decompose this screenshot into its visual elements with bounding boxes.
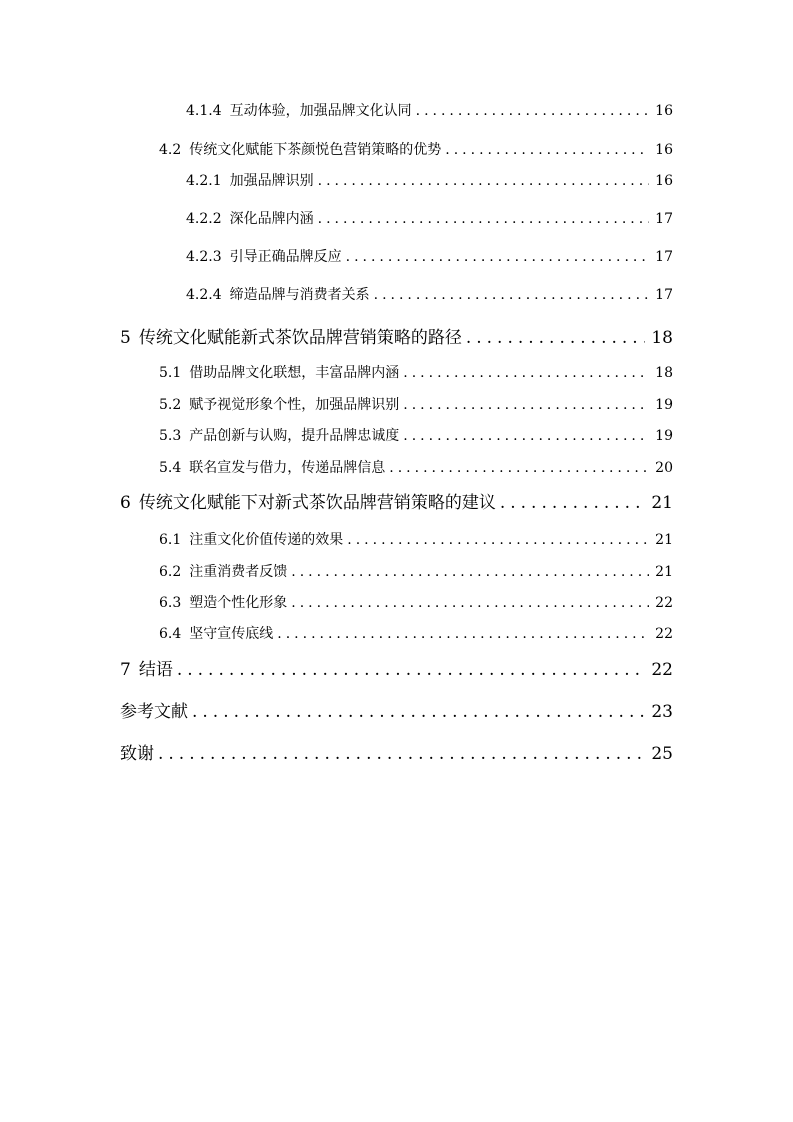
toc-entry-title: 互动体验，加强品牌文化认同 — [229, 103, 412, 119]
toc-entry-title: 传统文化赋能下茶颜悦色营销策略的优势 — [189, 142, 442, 158]
toc-entry-title: 注重消费者反馈 — [189, 564, 288, 580]
toc-entry-references[interactable] — [120, 701, 673, 723]
toc-entry-5[interactable] — [120, 327, 673, 349]
toc-entry-page: 19 — [655, 428, 673, 444]
toc-entry-page: 16 — [655, 142, 673, 158]
toc-entry-page: 18 — [651, 328, 673, 348]
toc-entry-title: 参考文献 — [120, 702, 188, 722]
toc-entry-page: 19 — [655, 397, 673, 413]
toc-entry-page: 21 — [655, 564, 673, 580]
toc-entry-number: 5.1 — [159, 365, 182, 381]
toc-dot-leader — [158, 743, 645, 765]
toc-entry-page: 17 — [655, 211, 673, 227]
toc-entry-number: 4.2.1 — [186, 173, 222, 189]
toc-entry-number: 6 — [120, 493, 131, 513]
toc-entry-5-1[interactable] — [159, 362, 673, 384]
toc-entry-title: 致谢 — [120, 744, 154, 764]
toc-entry-title: 深化品牌内涵 — [229, 211, 314, 227]
toc-entry-title: 塑造个性化形象 — [189, 595, 288, 611]
toc-dot-leader — [177, 659, 646, 681]
toc-dot-leader — [374, 284, 650, 306]
toc-entry-page: 17 — [655, 249, 673, 265]
toc-entry-number: 4.2.2 — [186, 211, 222, 227]
toc-dot-leader — [318, 170, 650, 192]
toc-entry-title: 传统文化赋能新式茶饮品牌营销策略的路径 — [138, 328, 462, 348]
toc-entry-page: 23 — [651, 702, 673, 722]
toc-dot-leader — [403, 425, 649, 447]
toc-entry-6-2[interactable] — [159, 561, 673, 583]
toc-entry-page: 22 — [655, 626, 673, 642]
toc-entry-7[interactable] — [120, 659, 673, 681]
toc-entry-number: 5.3 — [159, 428, 182, 444]
toc-dot-leader — [192, 701, 645, 723]
toc-entry-page: 21 — [651, 493, 673, 513]
toc-entry-6-1[interactable] — [159, 529, 673, 551]
toc-entry-title: 坚守宣传底线 — [189, 626, 274, 642]
toc-entry-title: 传统文化赋能下对新式茶饮品牌营销策略的建议 — [138, 493, 496, 513]
toc-entry-page: 22 — [655, 595, 673, 611]
toc-dot-leader — [403, 394, 649, 416]
toc-entry-number: 4.2 — [159, 142, 182, 158]
toc-dot-leader — [291, 592, 649, 614]
toc-entry-number: 4.2.3 — [186, 249, 222, 265]
toc-entry-5-2[interactable] — [159, 394, 673, 416]
toc-entry-6-3[interactable] — [159, 592, 673, 614]
toc-entry-page: 21 — [655, 532, 673, 548]
toc-dot-leader — [346, 246, 650, 268]
toc-entry-page: 22 — [651, 660, 673, 680]
toc-entry-page: 17 — [655, 287, 673, 303]
toc-dot-leader — [500, 492, 646, 514]
toc-dot-leader — [277, 623, 649, 645]
toc-entry-number: 6.1 — [159, 532, 182, 548]
toc-dot-leader — [318, 208, 650, 230]
toc-entry-number: 5.2 — [159, 397, 182, 413]
toc-entry-6[interactable] — [120, 492, 673, 514]
toc-entry-5-4[interactable] — [159, 457, 673, 479]
toc-dot-leader — [291, 561, 649, 583]
toc-entry-page: 18 — [655, 365, 673, 381]
toc-entry-title: 引导正确品牌反应 — [229, 249, 342, 265]
toc-entry-4-2-4[interactable] — [186, 284, 673, 306]
toc-entry-title: 缔造品牌与消费者关系 — [229, 287, 370, 303]
toc-entry-5-3[interactable] — [159, 425, 673, 447]
toc-entry-title: 联名宣发与借力，传递品牌信息 — [189, 460, 386, 476]
toc-entry-6-4[interactable] — [159, 623, 673, 645]
toc-dot-leader — [389, 457, 649, 479]
toc-entry-number: 6.2 — [159, 564, 182, 580]
toc-entry-title: 结语 — [138, 660, 173, 680]
toc-entry-acknowledgements[interactable] — [120, 743, 673, 765]
toc-entry-4-2-1[interactable] — [186, 170, 673, 192]
toc-entry-number: 7 — [120, 660, 131, 680]
toc-entry-page: 20 — [655, 460, 673, 476]
toc-entry-page: 25 — [651, 744, 673, 764]
toc-entry-4-2[interactable] — [159, 139, 673, 161]
toc-dot-leader — [403, 362, 649, 384]
toc-entry-number: 5 — [120, 328, 131, 348]
toc-entry-4-1-4[interactable] — [186, 100, 673, 122]
toc-entry-4-2-3[interactable] — [186, 246, 673, 268]
toc-dot-leader — [347, 529, 649, 551]
toc-entry-title: 加强品牌识别 — [229, 173, 314, 189]
toc-dot-leader — [466, 327, 646, 349]
toc-entry-number: 6.3 — [159, 595, 182, 611]
toc-dot-leader — [445, 139, 649, 161]
toc-entry-page: 16 — [655, 173, 673, 189]
toc-entry-title: 赋予视觉形象个性，加强品牌识别 — [189, 397, 400, 413]
toc-entry-number: 5.4 — [159, 460, 182, 476]
toc-entry-number: 4.2.4 — [186, 287, 222, 303]
toc-entry-title: 注重文化价值传递的效果 — [189, 532, 344, 548]
toc-entry-4-2-2[interactable] — [186, 208, 673, 230]
toc-entry-number: 4.1.4 — [186, 103, 222, 119]
toc-dot-leader — [416, 100, 650, 122]
toc-entry-title: 借助品牌文化联想，丰富品牌内涵 — [189, 365, 400, 381]
toc-entry-title: 产品创新与认购，提升品牌忠诚度 — [189, 428, 400, 444]
toc-entry-number: 6.4 — [159, 626, 182, 642]
toc-entry-page: 16 — [655, 103, 673, 119]
